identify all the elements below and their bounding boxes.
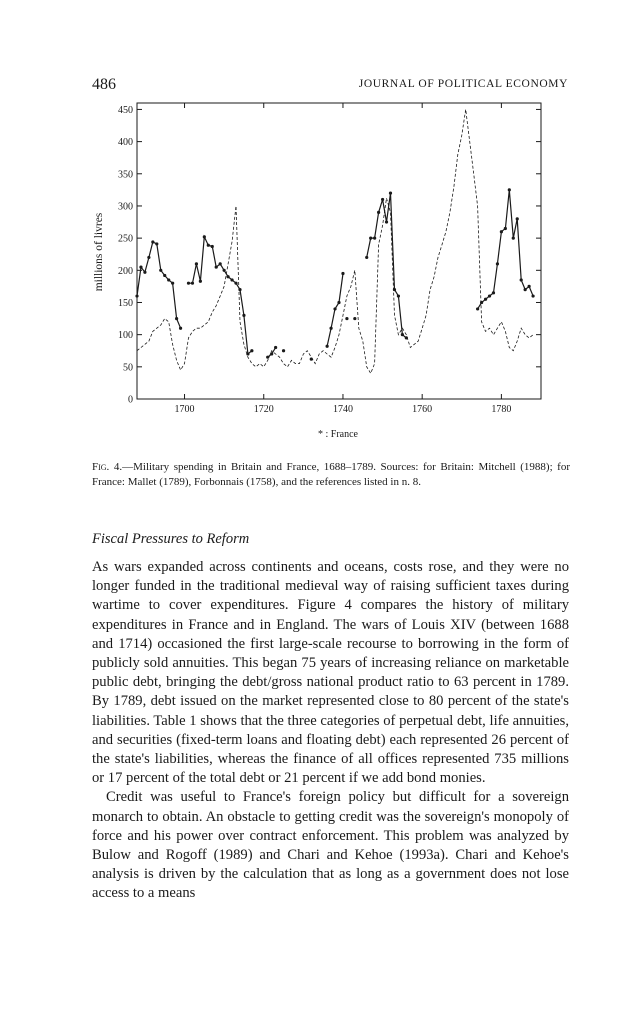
britain-data-point xyxy=(373,237,376,240)
paragraph: As wars expanded across continents and oceans, costs rose, and they were no longer funded in the traditional medieval way of raising sufficient taxes during wartime to cover expenditures. Figure 4 compares the history of military expenditures in France and in England. The wars of Louis XIV (between 1688 and 1714) occasioned the first large-scale recourse to borrowing in the form of publicly sold annuities. This began 75 years of increasing reliance on marketable public debt, bringing the debt/gross national product ratio to 63 percent in 1789. By 1789, debt issued on the market represented close to 80 percent of the state's liabilities. Table 1 shows that the three categories of perpetual debt, life annuities, and securities (fixed-term loans and floating debt) each represented 26 percent of the state's liabilities, whereas the finance of all offices represented 735 millions or 17 percent of the total debt or 21 percent if we add bond monies. xyxy=(92,559,569,787)
britain-data-point xyxy=(179,327,182,330)
britain-data-point xyxy=(484,298,487,301)
britain-data-point xyxy=(266,356,269,359)
britain-data-point xyxy=(270,352,273,355)
britain-data-point xyxy=(175,317,178,320)
britain-data-point xyxy=(230,278,233,281)
chart-series-layer xyxy=(135,109,534,373)
britain-data-point xyxy=(531,294,534,297)
x-tick-label: 1740 xyxy=(332,404,353,415)
britain-data-point xyxy=(496,262,499,265)
y-tick-label: 50 xyxy=(123,362,133,374)
paragraph: Credit was useful to France's foreign policy but difficult for a sovereign monarch to obtain. An obstacle to getting credit was the sovereign's monopoly of force and his power over contract enforcement. This problem was analyzed by Bulow and Rogoff (1989) and Chari and Kehoe (1993a). Chari and Kehoe's analysis is driven by the calculation that as long as a government does not lose access to a means xyxy=(92,789,569,902)
chart-legend: * : France xyxy=(318,429,358,440)
figure-label: Fig. 4. xyxy=(92,461,123,473)
y-tick-label: 150 xyxy=(118,297,133,309)
britain-data-point xyxy=(326,345,329,348)
britain-data-point xyxy=(512,237,515,240)
britain-data-point xyxy=(353,317,356,320)
britain-data-point xyxy=(337,301,340,304)
britain-data-point xyxy=(369,237,372,240)
britain-data-point xyxy=(135,294,138,297)
britain-data-point xyxy=(219,262,222,265)
britain-data-point xyxy=(151,240,154,243)
britain-data-point xyxy=(282,349,285,352)
figure-4-chart xyxy=(0,0,633,455)
britain-data-point xyxy=(207,244,210,247)
britain-data-point xyxy=(226,275,229,278)
y-tick-label: 400 xyxy=(118,137,133,149)
france-series-line xyxy=(137,109,533,373)
y-tick-label: 0 xyxy=(128,394,133,406)
britain-data-point xyxy=(187,282,190,285)
y-tick-label: 350 xyxy=(118,169,133,181)
britain-data-point xyxy=(171,282,174,285)
britain-data-point xyxy=(381,198,384,201)
y-tick-label: 300 xyxy=(118,201,133,213)
britain-data-point xyxy=(203,235,206,238)
britain-series-line xyxy=(367,193,407,338)
britain-data-point xyxy=(191,282,194,285)
britain-data-point xyxy=(500,230,503,233)
britain-data-point xyxy=(223,269,226,272)
britain-data-point xyxy=(492,291,495,294)
y-axis-label: millions of livres xyxy=(93,212,105,292)
britain-data-point xyxy=(234,282,237,285)
britain-data-point xyxy=(377,211,380,214)
x-tick-label: 1720 xyxy=(253,404,274,415)
britain-data-point xyxy=(143,271,146,274)
y-tick-label: 450 xyxy=(118,104,133,116)
britain-data-point xyxy=(139,265,142,268)
y-tick-label: 250 xyxy=(118,233,133,245)
britain-data-point xyxy=(250,349,253,352)
britain-data-point xyxy=(155,242,158,245)
britain-data-point xyxy=(488,294,491,297)
section-heading: Fiscal Pressures to Reform xyxy=(92,531,250,547)
britain-data-point xyxy=(163,274,166,277)
body-text xyxy=(92,558,569,904)
y-tick-label: 200 xyxy=(118,265,133,277)
journal-title: JOURNAL OF POLITICAL ECONOMY xyxy=(358,78,568,90)
plot-frame xyxy=(137,103,541,399)
britain-data-point xyxy=(365,256,368,259)
x-tick-label: 1700 xyxy=(174,404,195,415)
x-tick-label: 1760 xyxy=(412,404,433,415)
britain-data-point xyxy=(508,188,511,191)
britain-data-point xyxy=(159,269,162,272)
britain-data-point xyxy=(516,217,519,220)
x-tick-label: 1780 xyxy=(491,404,512,415)
figure-caption-text: —Military spending in Britain and France, 1688–1789. Sources: for Britain: Mitchell (1988); for France: Mallet (1789), Forbonnais (1758), and the references listed in n. 8. xyxy=(92,461,571,488)
britain-data-point xyxy=(199,280,202,283)
britain-data-point xyxy=(345,317,348,320)
britain-data-point xyxy=(195,262,198,265)
britain-data-point xyxy=(480,301,483,304)
britain-series-line xyxy=(268,348,276,358)
britain-data-point xyxy=(520,278,523,281)
page-number: 486 xyxy=(92,76,116,93)
britain-data-point xyxy=(329,327,332,330)
britain-data-point xyxy=(341,272,344,275)
britain-data-point xyxy=(389,191,392,194)
britain-data-point xyxy=(242,314,245,317)
britain-data-point xyxy=(211,245,214,248)
britain-data-point xyxy=(333,307,336,310)
figure-caption xyxy=(92,460,570,489)
britain-data-point xyxy=(524,288,527,291)
britain-data-point xyxy=(274,346,277,349)
britain-data-point xyxy=(401,333,404,336)
britain-series-line xyxy=(137,242,181,328)
britain-data-point xyxy=(147,256,150,259)
britain-data-point xyxy=(397,294,400,297)
y-tick-label: 100 xyxy=(118,330,133,342)
britain-data-point xyxy=(504,227,507,230)
britain-data-point xyxy=(476,307,479,310)
britain-data-point xyxy=(215,265,218,268)
britain-data-point xyxy=(528,285,531,288)
britain-data-point xyxy=(167,278,170,281)
britain-data-point xyxy=(385,220,388,223)
